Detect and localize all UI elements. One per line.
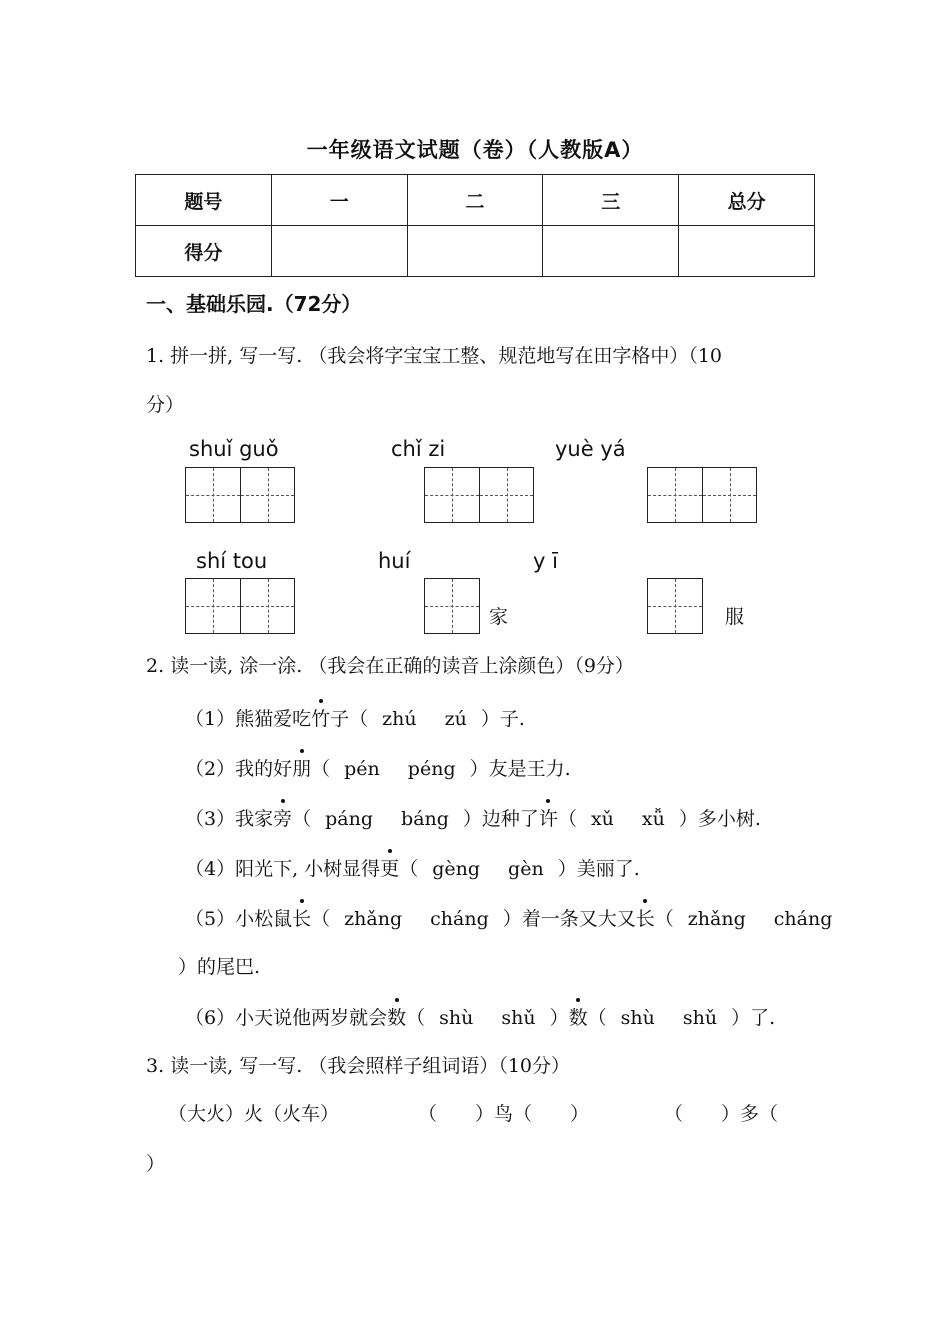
reading-option[interactable]: zhú	[382, 708, 417, 730]
header-cell: 一	[271, 175, 407, 226]
score-input-cell[interactable]	[543, 226, 679, 277]
tianzige-box[interactable]	[424, 578, 480, 634]
reading-option[interactable]: xǔ	[590, 808, 614, 830]
reading-option[interactable]: pén	[344, 758, 380, 780]
reading-option[interactable]: shǔ	[501, 1007, 536, 1029]
pinyin-label: shuǐ guǒ	[189, 437, 279, 461]
reading-option[interactable]: zhǎng	[687, 908, 746, 930]
reading-option[interactable]: zhǎng	[344, 908, 403, 930]
score-table	[135, 174, 815, 277]
q2-item-5: （5）小松鼠长（ zhǎng cháng ）着一条又大又长（ zhǎng cháng	[185, 904, 846, 931]
pinyin-label: huí	[378, 549, 411, 573]
reading-option[interactable]: péng	[407, 758, 456, 780]
suffix-char: 服	[725, 606, 745, 628]
q2-item-2: （2）我的好朋（ pén péng ）友是王力.	[185, 754, 571, 781]
pinyin-label: shí tou	[196, 549, 268, 573]
row-label-cell: 得分	[136, 226, 272, 277]
q2-item-3: （3）我家旁（ páng báng ）边种了许（ xǔ xǚ ）多小树.	[185, 804, 761, 831]
suffix-char: 家	[489, 606, 509, 628]
q2-item-4: （4）阳光下, 小树显得更（ gèng gèn ）美丽了.	[185, 854, 640, 881]
score-input-cell[interactable]	[271, 226, 407, 277]
score-input-cell[interactable]	[679, 226, 815, 277]
reading-option[interactable]: gèn	[508, 858, 544, 880]
tianzige-box[interactable]	[647, 578, 703, 634]
score-table-header-row	[136, 175, 815, 226]
reading-option[interactable]: shǔ	[682, 1007, 718, 1029]
pinyin-label: chǐ zi	[391, 437, 446, 461]
reading-option[interactable]: shù	[620, 1007, 655, 1029]
question-3-text: 3. 读一读, 写一写. （我会照样子组词语）（10分）	[146, 1055, 571, 1077]
word-blank[interactable]: （ ）多（	[664, 1103, 779, 1125]
reading-option[interactable]: páng	[325, 808, 374, 830]
question-1-text-cont: 分）	[146, 394, 185, 416]
q2-item-5-cont: ）的尾巴.	[178, 956, 261, 978]
score-input-cell[interactable]	[407, 226, 543, 277]
tianzige-box[interactable]	[185, 578, 295, 634]
pinyin-label: yuè yá	[555, 437, 626, 461]
reading-option[interactable]: shù	[439, 1007, 474, 1029]
question-1-text: 1. 拼一拼, 写一写. （我会将字宝宝工整、规范地写在田字格中）（10	[146, 345, 723, 367]
reading-option[interactable]: zú	[444, 708, 467, 730]
section-heading: 一、基础乐园.（72分）	[146, 292, 362, 316]
reading-option[interactable]: báng	[401, 808, 449, 830]
reading-option[interactable]: xǚ	[641, 808, 665, 830]
header-cell: 总分	[679, 175, 815, 226]
question-2-text: 2. 读一读, 涂一涂. （我会在正确的读音上涂颜色）（9分）	[146, 655, 634, 677]
reading-option[interactable]: cháng	[430, 908, 489, 930]
header-cell: 三	[543, 175, 679, 226]
word-blank[interactable]: （ ）鸟（ ）	[418, 1103, 590, 1125]
header-cell: 二	[407, 175, 543, 226]
pinyin-label: y ī	[533, 549, 558, 573]
reading-option[interactable]: cháng	[773, 908, 833, 930]
header-cell: 题号	[136, 175, 272, 226]
q2-item-6: （6）小天说他两岁就会数（ shù shǔ ）数（ shù shǔ ）了.	[185, 1003, 775, 1030]
tianzige-box[interactable]	[424, 467, 534, 523]
word-example: （大火）火（火车）	[168, 1103, 340, 1125]
score-table-score-row	[136, 226, 815, 277]
reading-option[interactable]: gèng	[432, 858, 481, 880]
tianzige-box[interactable]	[647, 467, 757, 523]
tianzige-box[interactable]	[185, 467, 295, 523]
word-blank-cont: ）	[146, 1153, 166, 1175]
page-title: 一年级语文试题（卷）（人教版A）	[306, 138, 644, 162]
q2-item-1: （1）熊猫爱吃竹子（ zhú zú ）子.	[185, 704, 525, 731]
